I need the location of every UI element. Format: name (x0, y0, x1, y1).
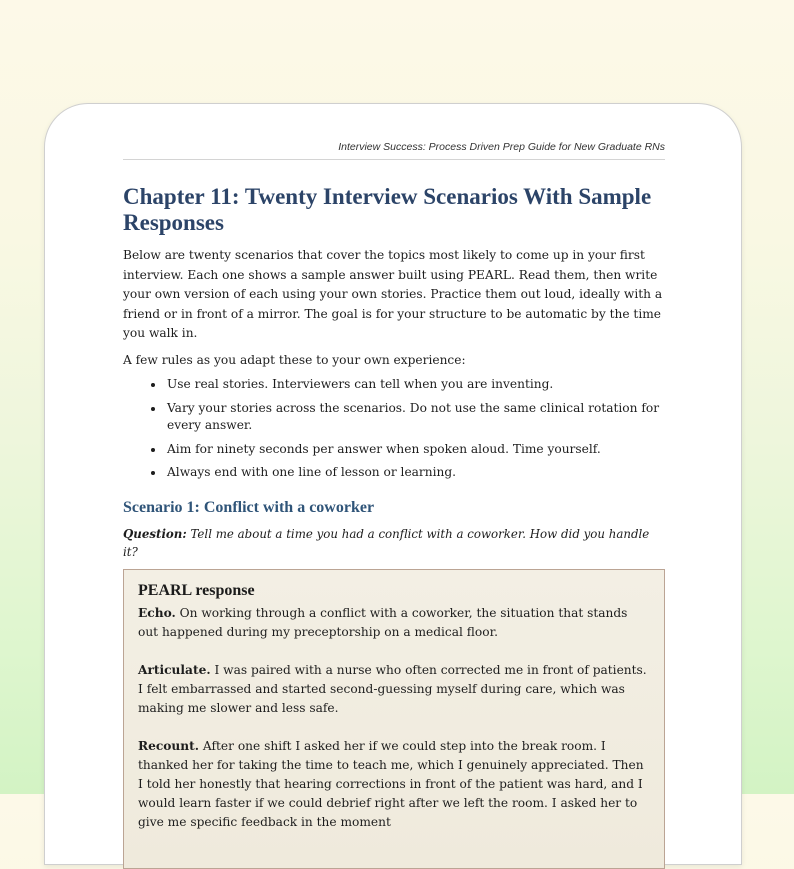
rule-item: • Always end with one line of lesson or learning. (165, 464, 665, 482)
scenario-title: Scenario 1: Conflict with a coworker (123, 498, 375, 516)
rules-list (123, 376, 665, 482)
intro-paragraph: Below are twenty scenarios that cover the topics most likely to come up in your first interview. Each one shows a sample answer built using PEARL. Read them, then write your own version of each using your own stories. Practice them out loud, ideally with a friend or in front of a mirror. The goal is for your structure to be automatic by the time you walk in. (123, 248, 663, 340)
pearl-response-box (123, 569, 665, 869)
response-heading: PEARL response (138, 581, 255, 599)
response-echo (138, 604, 650, 642)
scenario-question (123, 525, 665, 561)
articulate-text: I was paired with a nurse who often corrected me in front of patients. I felt embarrassed and started second-guessing myself during care, which was making me slower and less safe. (138, 662, 647, 715)
term-recount: Recount. (138, 738, 200, 753)
chapter-title: Chapter 11: Twenty Interview Scenarios With Sample Responses (123, 184, 652, 235)
book-page (44, 103, 742, 865)
response-articulate (138, 661, 650, 718)
running-header: Interview Success: Process Driven Prep Guide for New Graduate RNs (123, 141, 665, 160)
term-echo: Echo. (138, 605, 176, 620)
page-content (123, 184, 665, 869)
rule-item: • Aim for ninety seconds per answer when spoken aloud. Time yourself. (165, 441, 665, 459)
recount-text: After one shift I asked her if we could step into the break room. I thanked her for taking the time to teach me, which I genuinely appreciated. Then I told her honestly that hearing corrections in front of the patient was hard, and I would learn faster if we could debrief right after we left the room. I asked her to give me specific feedback in the moment (138, 738, 644, 829)
rule-item: • Vary your stories across the scenarios. Do not use the same clinical rotation for every answer. (165, 400, 665, 435)
rules-intro: A few rules as you adapt these to your own experience: (123, 352, 466, 367)
question-label: Question: (123, 526, 187, 541)
echo-text: On working through a conflict with a coworker, the situation that stands out happened during my preceptorship on a medical floor. (138, 605, 628, 639)
response-recount (138, 737, 650, 832)
term-articulate: Articulate. (138, 662, 211, 677)
question-text: Tell me about a time you had a conflict with a coworker. How did you handle it? (123, 526, 650, 559)
rule-item: • Use real stories. Interviewers can tell when you are inventing. (165, 376, 665, 394)
